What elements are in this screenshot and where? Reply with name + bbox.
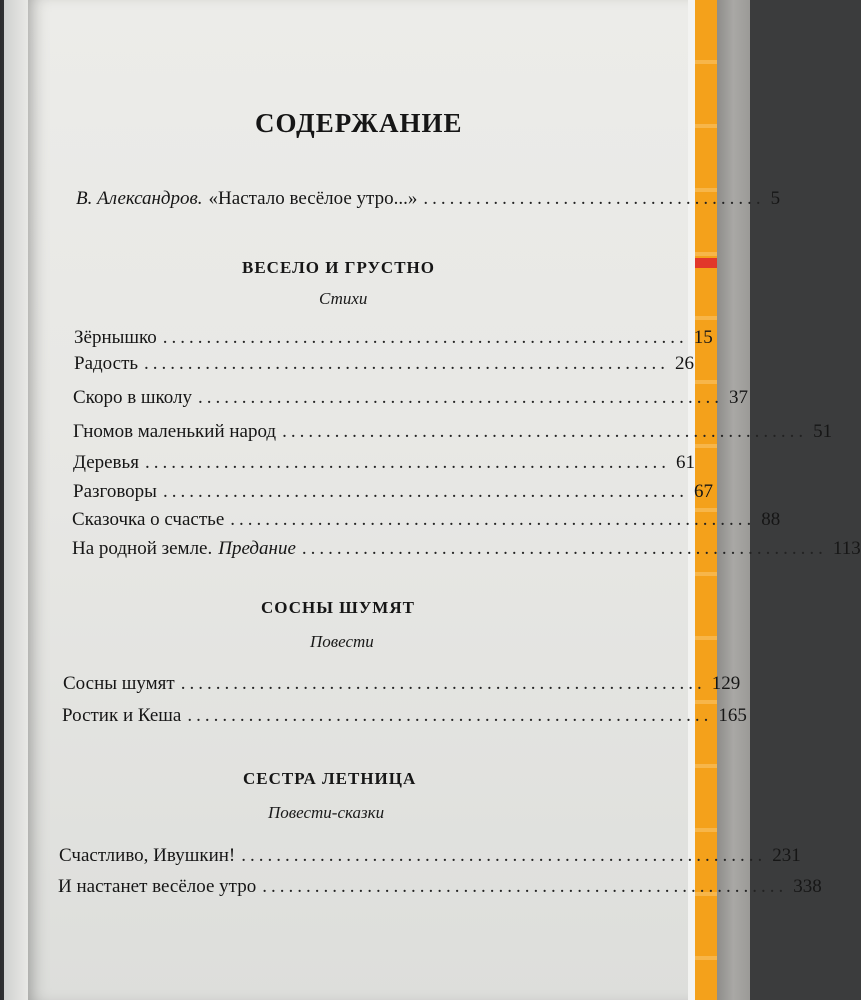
- toc-item-title: Зёрнышко: [74, 327, 157, 348]
- leader-dots: ............................................................: [144, 353, 670, 374]
- toc-row[interactable]: [74, 353, 695, 375]
- leader-dots: ............................................................: [180, 673, 706, 694]
- leader-dots: ............................................................: [282, 421, 808, 442]
- toc-page-number: 51: [813, 421, 833, 442]
- toc-item-title: И настанет весёлое утро: [58, 876, 257, 897]
- toc-page-number: 231: [772, 845, 801, 866]
- toc-row[interactable]: [73, 387, 749, 409]
- toc-page-number: 67: [693, 481, 713, 502]
- cover-red-mark: [695, 258, 717, 268]
- toc-intro-author: В. Александров.: [76, 188, 203, 209]
- section-heading: ВЕСЕЛО И ГРУСТНО: [242, 258, 435, 277]
- toc-row[interactable]: [73, 421, 833, 443]
- toc-item-title: Ростик и Кеша: [62, 705, 182, 726]
- leader-dots: ............................................................: [301, 538, 827, 559]
- toc-page-number: 88: [761, 509, 781, 530]
- toc-item-title: Счастливо, Ивушкин!: [59, 845, 236, 866]
- leader-dots: .......................................: [423, 188, 765, 209]
- toc-row[interactable]: [72, 509, 781, 531]
- toc-page-number: 129: [711, 673, 741, 694]
- leader-dots: ............................................................: [262, 876, 788, 897]
- toc-page-number: 338: [793, 876, 822, 897]
- toc-row[interactable]: [73, 452, 695, 474]
- toc-page-number: 5: [770, 188, 781, 209]
- leader-dots: ............................................................: [187, 705, 713, 726]
- toc-item-title: Скоро в школу: [73, 387, 193, 408]
- toc-item-title: Разговоры: [73, 481, 157, 502]
- toc-page-number: 113: [832, 538, 861, 559]
- toc-item-title: Деревья: [73, 452, 139, 473]
- page-title: СОДЕРЖАНИЕ: [255, 108, 463, 138]
- toc-row[interactable]: [73, 481, 713, 503]
- section-heading: СОСНЫ ШУМЯТ: [261, 598, 415, 617]
- toc-row[interactable]: [72, 538, 861, 560]
- toc-row[interactable]: [63, 673, 741, 695]
- toc-item-title: Сказочка о счастье: [72, 509, 225, 530]
- toc-item-title: Гномов маленький народ: [73, 421, 277, 442]
- toc-item-title: Радость: [74, 353, 139, 374]
- toc-row[interactable]: [59, 845, 801, 867]
- leader-dots: ............................................................: [241, 845, 767, 866]
- toc-page-number: 26: [675, 353, 695, 374]
- leader-dots: ............................................................: [198, 387, 724, 408]
- leader-dots: ............................................................: [230, 509, 756, 530]
- toc-row[interactable]: [74, 327, 713, 349]
- toc-item-genre: Предание: [218, 538, 296, 559]
- toc-page-number: 61: [675, 452, 695, 473]
- section-subheading: Стихи: [319, 289, 368, 308]
- toc-page-number: 165: [718, 705, 747, 726]
- toc-intro-row[interactable]: [76, 188, 781, 210]
- toc-intro-title: «Настало весёлое утро...»: [208, 188, 418, 209]
- toc-page-number: 37: [729, 387, 749, 408]
- toc-item-title: На родной земле.: [72, 538, 213, 559]
- section-heading: СЕСТРА ЛЕТНИЦА: [243, 769, 417, 788]
- leader-dots: ............................................................: [144, 452, 670, 473]
- toc-row[interactable]: [58, 876, 822, 898]
- section-subheading: Повести: [310, 632, 374, 651]
- section-subheading: Повести-сказки: [268, 803, 385, 822]
- leader-dots: ............................................................: [162, 481, 688, 502]
- toc-row[interactable]: [62, 705, 747, 727]
- toc-item-title: Сосны шумят: [63, 673, 175, 694]
- toc-page-number: 15: [693, 327, 713, 348]
- leader-dots: ............................................................: [162, 327, 688, 348]
